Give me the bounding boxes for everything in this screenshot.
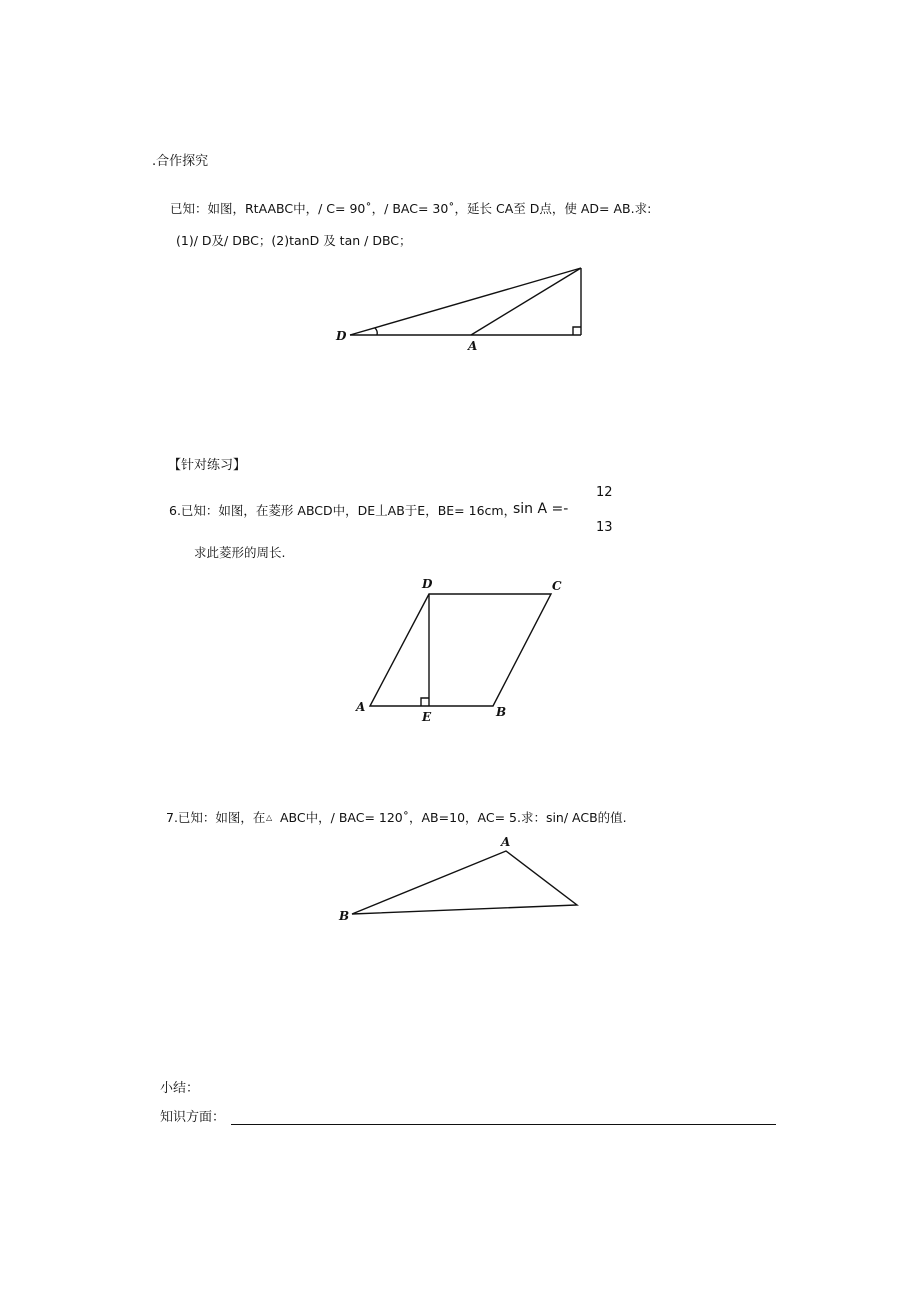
label-b: B: [496, 705, 507, 719]
q6-statement-line2: 求此菱形的周长.: [194, 545, 286, 560]
segment-db: [350, 268, 581, 335]
figure-rhombus-abcd: [352, 572, 572, 722]
label-c: C: [552, 579, 562, 593]
q7-triangle-symbol: △: [266, 813, 273, 822]
problem-statement-line2: (1)/ D及/ DBC；(2)tanD 及 tan / DBC；: [176, 233, 412, 248]
q6-statement: 6.已知：如图，在菱形 ABCD中，DE丄AB于E，BE= 16cm，: [169, 503, 517, 518]
q7-statement-rest: ABC中，/ BAC= 120˚，AB=10，AC= 5.求：sin/ ACB的值.: [280, 810, 627, 825]
figure-triangle-abc: [334, 832, 584, 927]
segment-ab: [471, 268, 581, 335]
knowledge-label: 知识方面：: [160, 1110, 226, 1125]
angle-arc-d: [375, 328, 377, 335]
right-angle-mark-e: [421, 698, 429, 706]
label-e: E: [422, 710, 432, 724]
label-a: A: [468, 339, 478, 353]
label-a: A: [356, 700, 366, 714]
label-a: A: [501, 835, 511, 849]
label-b: B: [339, 909, 350, 923]
label-d: D: [422, 577, 433, 591]
q7-statement: 7.已知：如图，在: [166, 810, 266, 825]
q6-sin-expression: sin A =-: [513, 501, 569, 517]
triangle-outline: [352, 851, 577, 914]
section-heading: .合作探究: [152, 154, 209, 169]
knowledge-answer-line[interactable]: [231, 1124, 776, 1125]
q6-fraction-numerator: 12: [596, 485, 613, 500]
figure-right-triangle-dbc: [330, 262, 590, 353]
summary-heading: 小结：: [160, 1081, 200, 1096]
right-angle-mark-c: [573, 327, 581, 335]
label-d: D: [336, 329, 347, 343]
q6-fraction-denominator: 13: [596, 520, 613, 535]
problem-statement-line1: 已知：如图，RtAABC中，/ C= 90˚，/ BAC= 30˚，延长 CA至 D点，使 AD= AB.求:: [170, 201, 652, 216]
rhombus-outline: [370, 594, 551, 706]
practice-heading: 【针对练习】: [168, 458, 247, 473]
